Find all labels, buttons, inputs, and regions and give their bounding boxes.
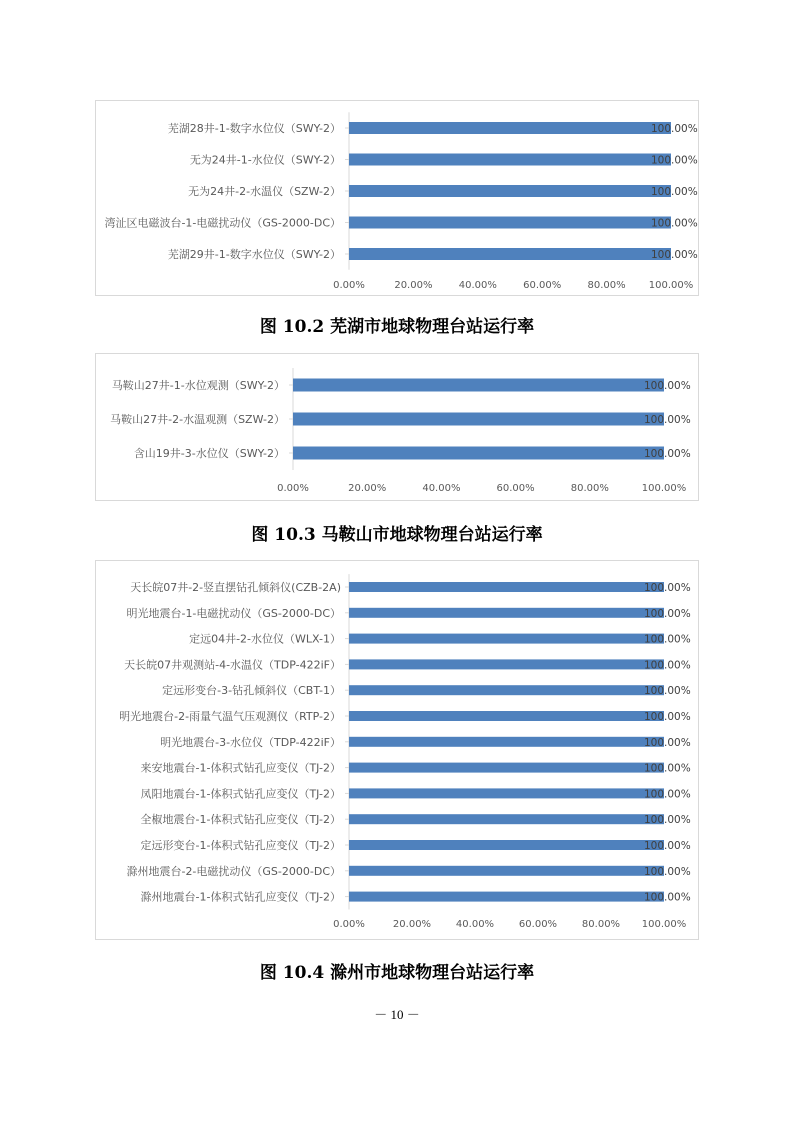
chart-0-category-label: 湾沚区电磁波台-1-电磁扰动仪（GS-2000-DC） — [104, 216, 341, 230]
chart-2-x-tick-label: 40.00% — [455, 919, 495, 930]
chuzhou-chart-plot — [96, 561, 700, 941]
chart-1-x-tick-label: 20.00% — [348, 483, 387, 494]
chart-0-bar — [349, 185, 671, 197]
chart-2-x-tick-label: 20.00% — [392, 919, 432, 930]
wuhu-station-chart — [95, 100, 699, 296]
chart-2-bar — [349, 840, 664, 850]
chart-0-bar — [349, 217, 671, 229]
chart-1-x-tick-label: 80.00% — [570, 483, 609, 494]
chart-1-category-label: 含山19井-3-水位仪（SWY-2） — [133, 447, 285, 460]
chart-2-data-label: 100.00% — [644, 840, 691, 852]
chart-2-category-label: 滁州地震台-2-电磁扰动仪（GS-2000-DC） — [126, 864, 341, 878]
chart-2-data-label: 100.00% — [644, 659, 691, 672]
chart-0-data-label: 100.00% — [651, 217, 698, 230]
chart-2-bar — [349, 892, 664, 902]
chart-2-bar — [349, 608, 664, 618]
chart-1-x-tick-label: 100.00% — [641, 483, 687, 494]
chart-2-data-label: 100.00% — [644, 891, 691, 904]
chart-1-data-label: 100.00% — [644, 448, 691, 460]
chart-0-x-tick-label: 100.00% — [648, 280, 694, 291]
chart-1-x-tick-label: 40.00% — [422, 483, 461, 494]
chart-2-bar — [349, 711, 664, 721]
chart-0-x-tick-label: 0.00% — [333, 280, 365, 291]
chart-2-category-label: 定远04井-2-水位仪（WLX-1） — [189, 632, 341, 646]
chart-2-x-tick-label: 80.00% — [581, 919, 621, 930]
chart-2-bar — [349, 814, 664, 824]
chart-2-bar — [349, 866, 664, 876]
chart-2-bar — [349, 788, 664, 798]
chart-2-x-tick-label: 0.00% — [333, 919, 365, 930]
figure-caption-10-3: 图 10.3 马鞍山市地球物理台站运行率 — [251, 525, 543, 545]
figure-caption-10-2: 图 10.2 芜湖市地球物理台站运行率 — [259, 317, 535, 337]
chart-2-category-label: 全椒地震台-1-体积式钻孔应变仪（TJ-2） — [140, 813, 341, 827]
chart-0-bar — [349, 122, 671, 134]
chart-0-category-label: 芜湖28井-1-数字水位仪（SWY-2） — [167, 122, 341, 135]
chart-0-data-label: 100.00% — [651, 154, 698, 167]
chart-1-category-label: 马鞍山27井-2-水温观测（SZW-2） — [110, 413, 285, 426]
chart-2-category-label: 明光地震台-2-雨量气温气压观测仪（RTP-2） — [119, 710, 341, 723]
chart-0-data-label: 100.00% — [651, 186, 698, 198]
chart-2-category-label: 天长皖07井-2-竖直摆钻孔倾斜仪(CZB-2A) — [130, 581, 341, 594]
chart-0-bar — [349, 154, 671, 166]
chart-1-bar — [293, 413, 664, 426]
wuhu-chart-plot — [96, 101, 700, 297]
chart-0-bar — [349, 248, 671, 260]
chart-2-data-label: 100.00% — [644, 607, 691, 620]
chart-2-category-label: 定远形变台-1-体积式钻孔应变仪（TJ-2） — [140, 839, 341, 852]
figure-caption-10-4: 图 10.4 滁州市地球物理台站运行率 — [259, 963, 535, 983]
chart-2-data-label: 100.00% — [644, 736, 691, 749]
chart-2-bar — [349, 582, 664, 592]
chart-2-data-label: 100.00% — [644, 865, 691, 878]
chart-1-data-label: 100.00% — [644, 380, 691, 392]
chart-2-data-label: 100.00% — [644, 685, 691, 698]
chart-2-category-label: 定远形变台-3-钻孔倾斜仪（CBT-1） — [162, 684, 341, 698]
chart-0-category-label: 无为24井-2-水温仪（SZW-2） — [188, 185, 341, 198]
chart-1-x-tick-label: 60.00% — [496, 483, 535, 494]
chart-2-category-label: 来安地震台-1-体积式钻孔应变仪（TJ-2） — [140, 761, 341, 775]
chart-1-bar — [293, 379, 664, 392]
chart-0-category-label: 无为24井-1-水位仪（SWY-2） — [189, 153, 341, 167]
chart-2-x-tick-label: 100.00% — [641, 919, 687, 930]
chuzhou-station-chart — [95, 560, 699, 940]
chart-0-category-label: 芜湖29井-1-数字水位仪（SWY-2） — [167, 248, 341, 261]
chart-2-category-label: 天长皖07井观测站-4-水温仪（TDP-422iF） — [124, 658, 341, 672]
maanshan-chart-plot — [96, 354, 700, 502]
chart-1-x-tick-label: 0.00% — [277, 483, 309, 494]
chart-2-data-label: 100.00% — [644, 711, 691, 723]
chart-2-data-label: 100.00% — [644, 814, 691, 827]
chart-1-category-label: 马鞍山27井-1-水位观测（SWY-2） — [111, 379, 285, 392]
chart-2-x-tick-label: 60.00% — [518, 919, 558, 930]
chart-2-data-label: 100.00% — [644, 762, 691, 775]
chart-2-category-label: 明光地震台-3-水位仪（TDP-422iF） — [160, 735, 341, 749]
chart-2-bar — [349, 685, 664, 695]
maanshan-station-chart — [95, 353, 699, 501]
chart-0-x-tick-label: 40.00% — [458, 280, 497, 291]
chart-2-data-label: 100.00% — [644, 788, 691, 801]
chart-1-bar — [293, 447, 664, 460]
chart-2-data-label: 100.00% — [644, 582, 691, 594]
chart-1-data-label: 100.00% — [644, 414, 691, 426]
chart-2-bar — [349, 763, 664, 773]
page-number: － 10 － — [374, 1007, 420, 1022]
chart-0-x-tick-label: 80.00% — [587, 280, 626, 291]
chart-2-category-label: 凤阳地震台-1-体积式钻孔应变仪（TJ-2） — [140, 787, 341, 801]
chart-0-x-tick-label: 20.00% — [394, 280, 433, 291]
chart-2-data-label: 100.00% — [644, 633, 691, 646]
chart-0-data-label: 100.00% — [651, 123, 698, 135]
chart-2-category-label: 滁州地震台-1-体积式钻孔应变仪（TJ-2） — [140, 890, 341, 904]
chart-0-data-label: 100.00% — [651, 249, 698, 261]
chart-2-bar — [349, 634, 664, 644]
chart-0-x-tick-label: 60.00% — [523, 280, 562, 291]
chart-2-bar — [349, 737, 664, 747]
chart-2-bar — [349, 659, 664, 669]
chart-2-category-label: 明光地震台-1-电磁扰动仪（GS-2000-DC） — [126, 606, 341, 620]
